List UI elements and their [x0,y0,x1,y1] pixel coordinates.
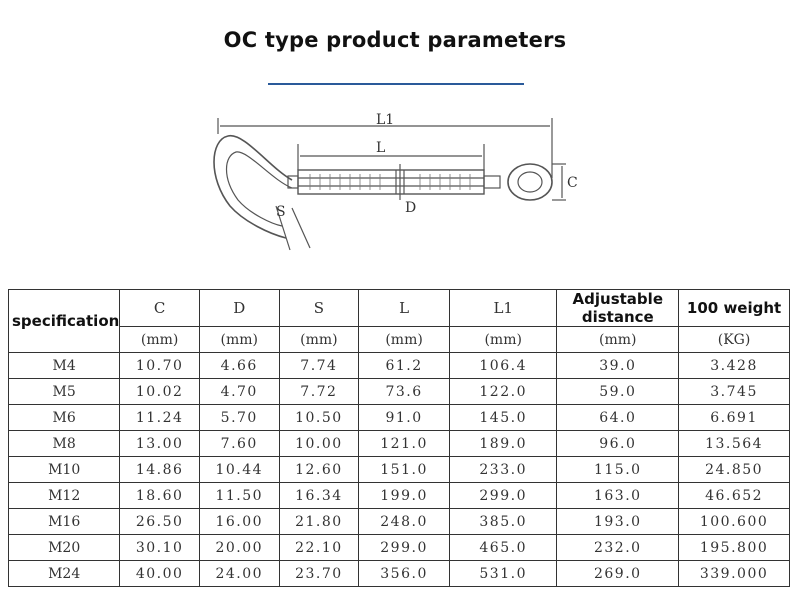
table-cell: 46.652 [679,483,790,509]
table-cell: 21.80 [279,509,359,535]
table-row [9,353,790,379]
table-cell: 531.0 [449,561,556,587]
table-cell: 11.50 [199,483,279,509]
table-cell: 233.0 [449,457,556,483]
table-cell: 12.60 [279,457,359,483]
table-cell: 59.0 [557,379,679,405]
spec-cell: M8 [9,431,120,457]
table-cell: 10.70 [120,353,200,379]
table-cell: 22.10 [279,535,359,561]
table-cell: 91.0 [359,405,450,431]
table-cell: 64.0 [557,405,679,431]
table-cell: 26.50 [120,509,200,535]
spec-cell: M16 [9,509,120,535]
spec-cell: M5 [9,379,120,405]
table-cell: 20.00 [199,535,279,561]
table-cell: 299.0 [359,535,450,561]
table-cell: 189.0 [449,431,556,457]
unit-header: (mm) [199,327,279,353]
label-l1: L1 [376,112,395,128]
table-cell: 7.72 [279,379,359,405]
spec-table [8,289,790,587]
table-cell: 195.800 [679,535,790,561]
table-cell: 106.4 [449,353,556,379]
col-header: S [279,290,359,327]
table-cell: 13.00 [120,431,200,457]
page-title: OC type product parameters [223,28,567,52]
table-cell: 16.34 [279,483,359,509]
spec-cell: M10 [9,457,120,483]
label-c: C [567,175,578,191]
unit-header: (mm) [359,327,450,353]
table-cell: 465.0 [449,535,556,561]
turnbuckle-drawing [200,108,590,258]
table-cell: 199.0 [359,483,450,509]
table-cell: 248.0 [359,509,450,535]
table-cell: 269.0 [557,561,679,587]
table-cell: 4.70 [199,379,279,405]
table-cell: 100.600 [679,509,790,535]
table-cell: 14.86 [120,457,200,483]
table-cell: 30.10 [120,535,200,561]
table-cell: 339.000 [679,561,790,587]
table-cell: 11.24 [120,405,200,431]
table-cell: 61.2 [359,353,450,379]
table-row [9,379,790,405]
col-header: 100 weight [679,290,790,327]
table-cell: 6.691 [679,405,790,431]
table-row [9,535,790,561]
table-cell: 16.00 [199,509,279,535]
table-cell: 121.0 [359,431,450,457]
table-cell: 7.74 [279,353,359,379]
col-header: L [359,290,450,327]
unit-header: (KG) [679,327,790,353]
table-cell: 23.70 [279,561,359,587]
table-cell: 3.745 [679,379,790,405]
table-cell: 4.66 [199,353,279,379]
table-cell: 385.0 [449,509,556,535]
table-row [9,405,790,431]
header-row-units [9,327,790,353]
col-header: L1 [449,290,556,327]
label-l: L [376,140,386,156]
table-cell: 18.60 [120,483,200,509]
table-cell: 10.44 [199,457,279,483]
unit-header: (mm) [557,327,679,353]
table-cell: 3.428 [679,353,790,379]
table-cell: 10.02 [120,379,200,405]
title-underline [268,83,524,85]
header-row-names [9,290,790,327]
col-header: D [199,290,279,327]
table-cell: 73.6 [359,379,450,405]
table-row [9,509,790,535]
table-cell: 13.564 [679,431,790,457]
table-cell: 40.00 [120,561,200,587]
table-cell: 96.0 [557,431,679,457]
table-cell: 163.0 [557,483,679,509]
table-row [9,483,790,509]
spec-cell: M12 [9,483,120,509]
table-row [9,561,790,587]
spec-cell: M6 [9,405,120,431]
spec-cell: M24 [9,561,120,587]
col-header: C [120,290,200,327]
table-cell: 10.50 [279,405,359,431]
table-cell: 7.60 [199,431,279,457]
unit-header: (mm) [449,327,556,353]
unit-header: (mm) [279,327,359,353]
table-cell: 145.0 [449,405,556,431]
label-d: D [405,200,417,216]
unit-header: (mm) [120,327,200,353]
table-row [9,431,790,457]
table-row [9,457,790,483]
corner-label: specification [9,290,120,353]
table-cell: 39.0 [557,353,679,379]
table-cell: 193.0 [557,509,679,535]
table-cell: 24.00 [199,561,279,587]
col-header: Adjustable distance [557,290,679,327]
table-cell: 115.0 [557,457,679,483]
table-cell: 24.850 [679,457,790,483]
spec-cell: M4 [9,353,120,379]
label-s: S [276,204,286,220]
table-cell: 5.70 [199,405,279,431]
table-cell: 151.0 [359,457,450,483]
spec-cell: M20 [9,535,120,561]
table-cell: 356.0 [359,561,450,587]
table-cell: 122.0 [449,379,556,405]
table-cell: 299.0 [449,483,556,509]
table-cell: 10.00 [279,431,359,457]
table-cell: 232.0 [557,535,679,561]
